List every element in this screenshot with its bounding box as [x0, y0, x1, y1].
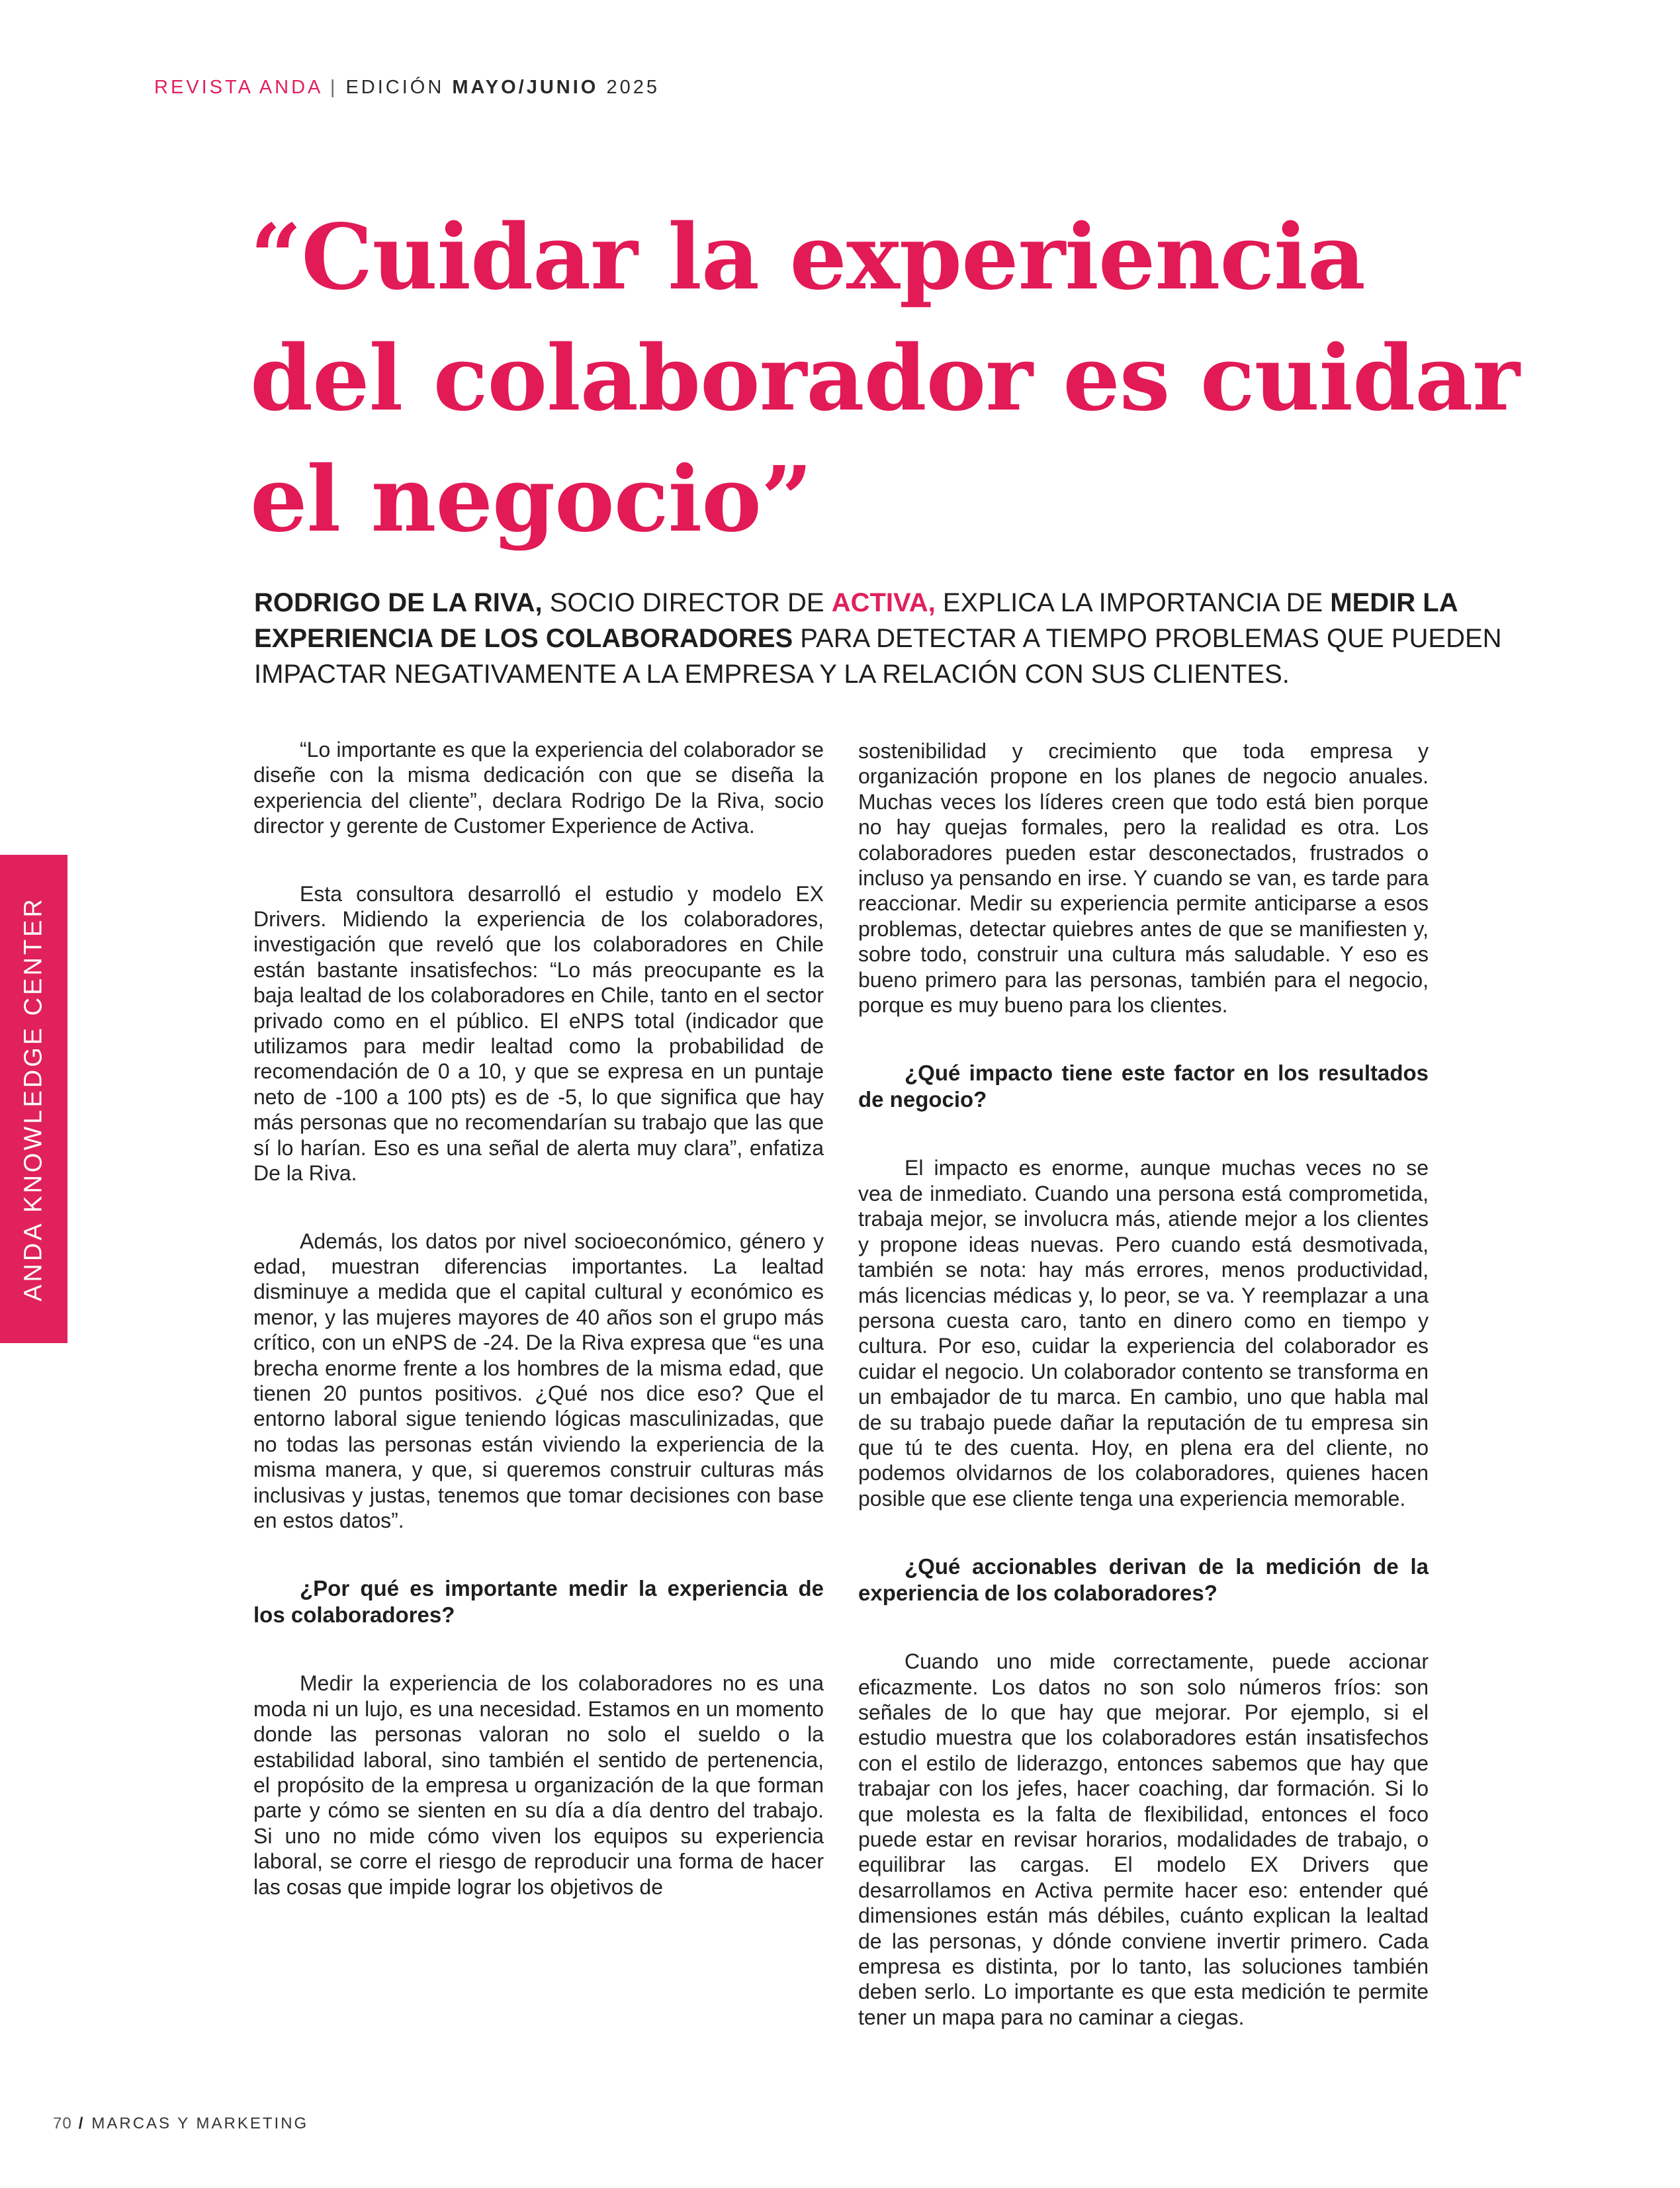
lead-name: RODRIGO DE LA RIVA,	[254, 588, 543, 617]
lead-role: SOCIO DIRECTOR DE	[549, 588, 824, 617]
right-column	[858, 738, 1429, 2072]
paragraph: Además, los datos por nivel socioeconómico, género y edad, muestran diferencias importantes. La lealtad disminuye a medida que el capital cultural y económico es menor, y las mujeres mayores de 40 años son el grupo más crítico, con un eNPS de -24. De la Riva expresa que “es una brecha enorme frente a los hombres de la misma edad, que tienen 20 puntos positivos. ¿Qué nos dice eso? Que el entorno laboral sigue teniendo lógicas masculinizadas, que no todas las personas están viviendo la experiencia de la misma manera, y que, si queremos construir culturas más inclusivas y justas, tenemos que tomar decisiones con base en estos datos”.	[253, 1229, 824, 1532]
page-footer	[53, 2115, 308, 2133]
magazine-name: REVISTA ANDA	[154, 77, 322, 98]
paragraph: El impacto es enorme, aunque muchas veces no se vea de inmediato. Cuando una persona está comprometida, trabaja mejor, se involucra más, atiende mejor a los clientes y propone ideas nuevas. Pero cuando está desmotivada, también se nota: hay más errores, menos productividad, más licencias médicas y, lo peor, se va. Y reemplazar a una persona cuesta caro, tanto en dinero como en tiempo y cultura. Por eso, cuidar la experiencia del colaborador es cuidar el negocio. Un colaborador contento se transforma en un embajador de tu marca. En cambio, uno que habla mal de su trabajo puede dañar la reputación de tu empresa sin que tú te des cuenta. Hoy, en plena era del cliente, no podemos olvidarnos de los colaboradores, quienes hacen posible que ese cliente tenga una experiencia memorable.	[858, 1156, 1429, 1510]
paragraph: sostenibilidad y crecimiento que toda empresa y organización propone en los planes de negocio anuales. Muchas veces los líderes creen que todo está bien porque no hay quejas formales, pero la realidad es otra. Los colaboradores pueden estar desconectados, frustrados o incluso ya pensando en irse. Y cuando se van, es tarde para reaccionar. Medir su experiencia permite anticiparse a esos problemas, detectar quiebres antes de que se manifiesten y, sobre todo, construir una cultura más saludable. Y eso es bueno primero para las personas, también para el negocio, porque es muy bueno para los clientes.	[858, 739, 1429, 1018]
footer-slash: /	[78, 2115, 85, 2132]
paragraph: Medir la experiencia de los colaboradores no es una moda ni un lujo, es una necesidad. Estamos en un momento donde las personas valoran no solo el sueldo o la estabilidad laboral, sino también el sentido de pertenencia, el propósito de la empresa u organización de la que forman parte y cómo se sienten en su día a día dentro del trabajo. Si uno no mide cómo viven los equipos su experiencia laboral, se corre el riesgo de reproducir una forma de hacer las cosas que impide lograr los objetivos de	[253, 1671, 824, 1899]
question-heading: ¿Qué impacto tiene este factor en los resultados de negocio?	[858, 1061, 1429, 1112]
header-separator: |	[330, 77, 338, 98]
article-title: “Cuidar la experiencia del colaborador es cuidar el negocio”	[250, 204, 1519, 552]
article-lead	[254, 585, 1531, 692]
edition-year: 2025	[606, 77, 660, 98]
edition-months: MAYO/JUNIO	[452, 77, 599, 98]
lead-explains: EXPLICA LA IMPORTANCIA DE	[942, 588, 1323, 617]
paragraph: Cuando uno mide correctamente, puede accionar eficazmente. Los datos no son solo números fríos: son señales de lo que hay que mejorar. Por ejemplo, si el estudio muestra que los colaboradores están insatisfechos con el estilo de liderazgo, entonces sabemos que hay que trabajar con los jefes, hacer coaching, dar formación. Si lo que molesta es la falta de flexibilidad, entonces el foco puede estar en revisar horarios, modalidades de trabajo, o equilibrar las cargas. El modelo EX Drivers que desarrollamos en Activa permite hacer eso: entender qué dimensiones están más débiles, cuánto explican la lealtad de las personas, y dónde conviene invertir primero. Cada empresa es distinta, por lo tanto, las soluciones también deben serlo. Lo importante es que esta medición te permite tener un mapa para no caminar a ciegas.	[858, 1649, 1429, 2029]
section-side-label: ANDA KNOWLEDGE CENTER	[19, 897, 48, 1301]
page-header	[154, 77, 660, 99]
left-column	[253, 737, 824, 1942]
question-heading: ¿Por qué es importante medir la experiencia de los colaboradores?	[253, 1576, 824, 1628]
page-number: 70	[53, 2115, 72, 2132]
lead-company: ACTIVA,	[831, 588, 936, 617]
edition-label: EDICIÓN	[345, 77, 445, 98]
lead-rest: PARA DETECTAR A TIEMPO PROBLEMAS QUE PUEDEN IMPACTAR NEGATIVAMENTE A LA EMPRESA Y LA RELACIÓN CON SUS CLIENTES.	[254, 624, 1502, 689]
paragraph: “Lo importante es que la experiencia del colaborador se diseñe con la misma dedicación con que se diseña la experiencia del cliente”, declara Rodrigo De la Riva, socio director y gerente de Customer Experience de Activa.	[253, 738, 824, 838]
footer-section: MARCAS Y MARKETING	[91, 2115, 309, 2132]
question-heading: ¿Qué accionables derivan de la medición de la experiencia de los colaboradores?	[858, 1554, 1429, 1606]
lead-topic: MEDIR LA EXPERIENCIA DE LOS COLABORADORES	[254, 588, 1458, 653]
paragraph: Esta consultora desarrolló el estudio y modelo EX Drivers. Midiendo la experiencia de los colaboradores, investigación que reveló que los colaboradores en Chile están bastante insatisfechos: “Lo más preocupante es la baja lealtad de los colaboradores en Chile, tanto en el sector privado como en el público. El eNPS total (indicador que utilizamos para medir lealtad como la probabilidad de recomendación de 0 a 10, y que se expresa en un puntaje neto de -100 a 100 pts) es de -5, lo que significa que hay más personas que no recomendarían su trabajo que las que sí lo harían. Eso es una señal de alerta muy clara”, enfatiza De la Riva.	[253, 881, 824, 1186]
